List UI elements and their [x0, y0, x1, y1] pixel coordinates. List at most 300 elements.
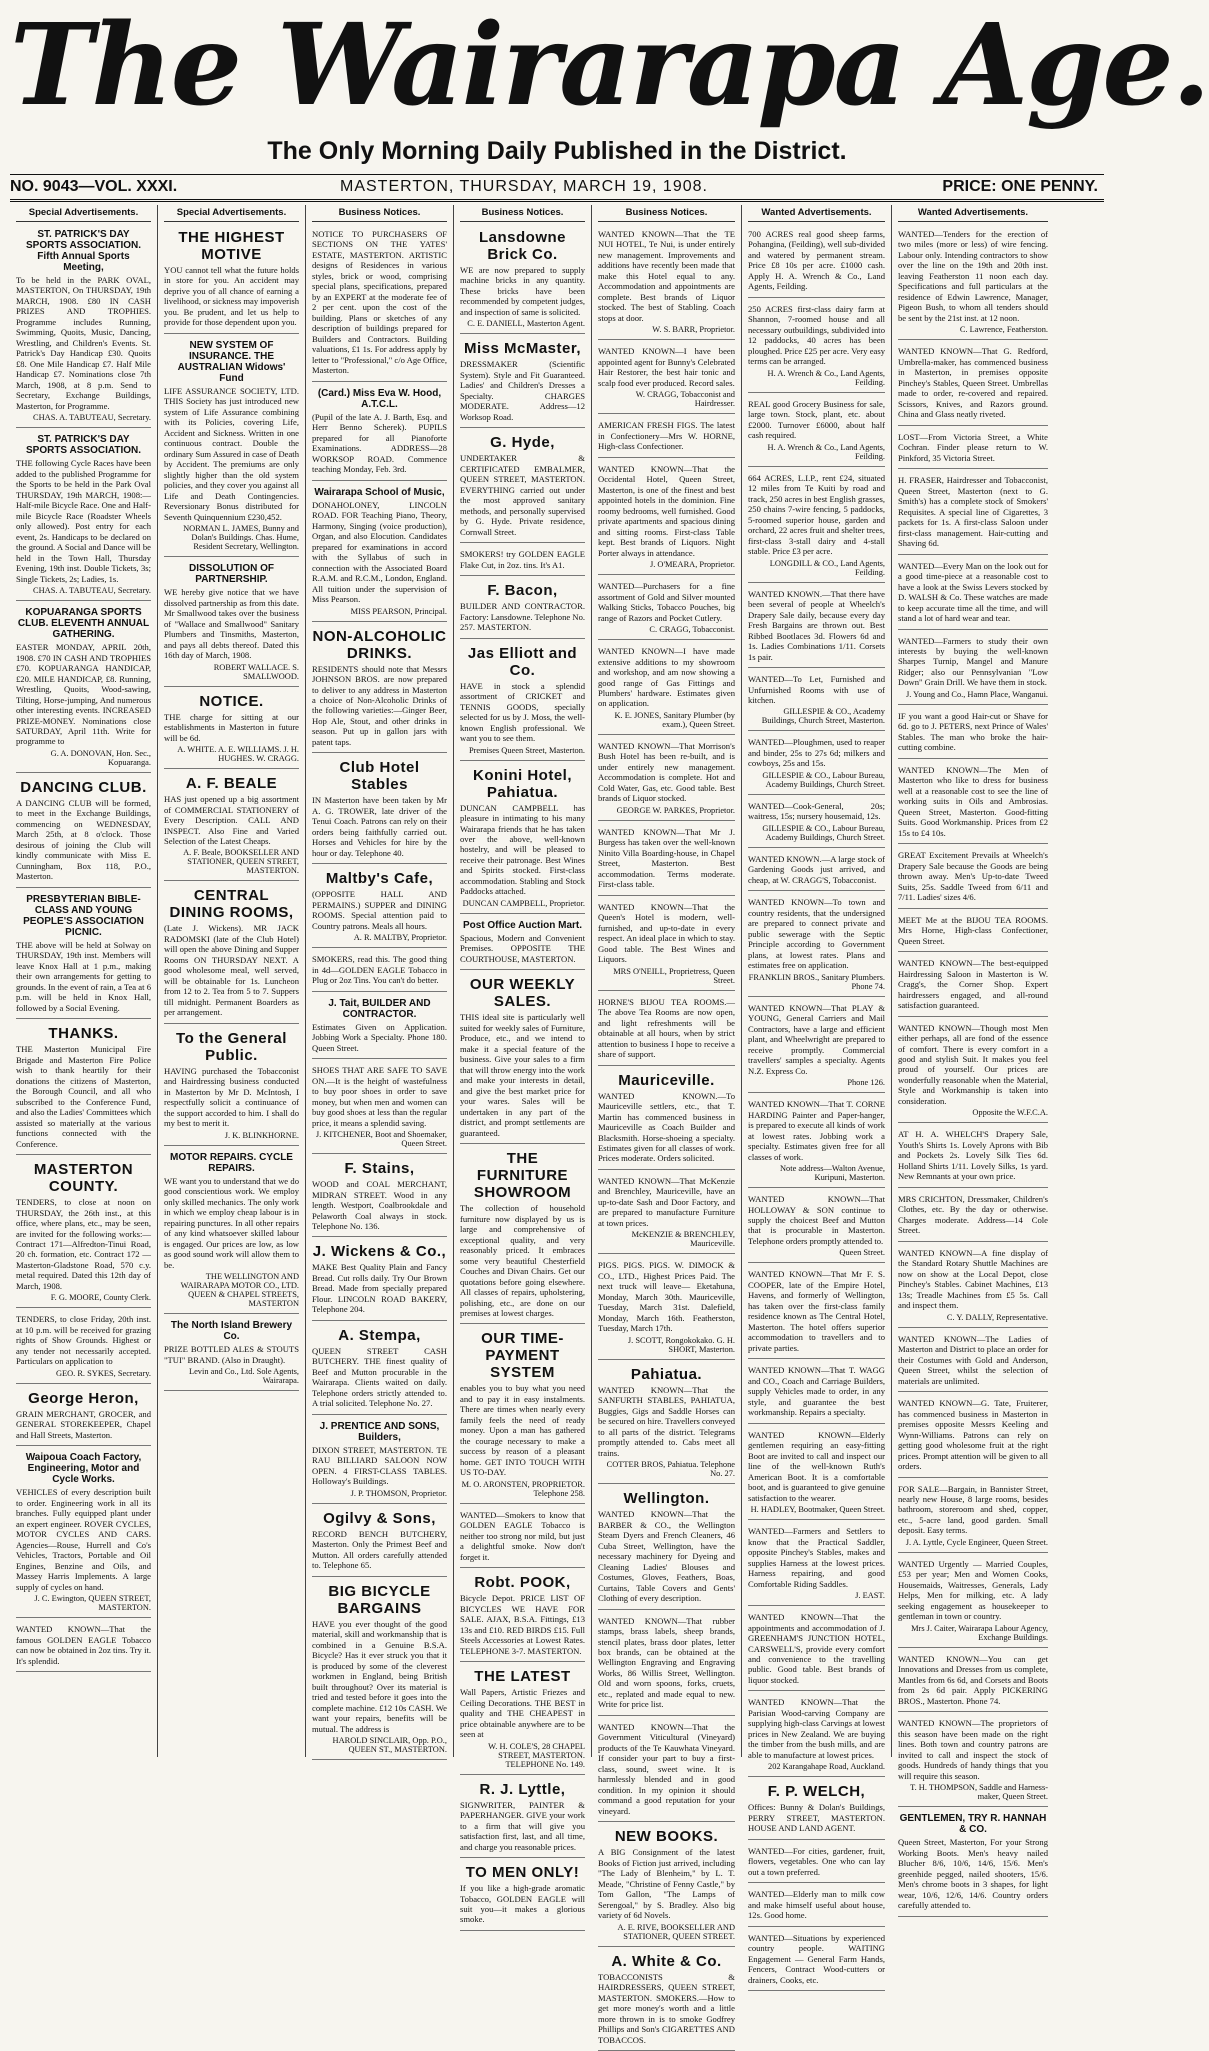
ad-title: Club Hotel Stables [339, 759, 420, 794]
ad-body: WANTED KNOWN—Elderly gentlemen requiring an easy-fitting Boot are invited to call and inspect our line of the well-known Ruth's American Boot. It is a comfortable boot, and is guaranteed to give genuine satisfaction to the wearer. [748, 1429, 885, 1503]
ad-body: WANTED KNOWN—That the Parisian Wood-carving Company are supplying high-class Carvings at lowest prices in New Zealand. We are buying the timber from the bush mills, and are able to manufacture at lowest prices. [748, 1697, 886, 1760]
advertisement [460, 579, 585, 638]
advertisement [898, 912, 1048, 952]
ad-body: WANTED—Cook-General, 20s; waitress, 15s; nursery housemaid, 12s. [748, 800, 885, 822]
ad-body: YOU cannot tell what the future holds in store for you. An accident may deprive you of all chance of earning a livelihood, or sickness may impoverish you. Be prudent, and let us help to provide for those dependent upon you. [164, 265, 299, 328]
ad-title: BIG BICYCLE BARGAINS [328, 1582, 431, 1617]
ad-body: RECORD BENCH BUTCHERY, Masterton. Only the Primest Beef and Mutton. All orders carefully attended to. Telephone 65. [312, 1528, 447, 1571]
ad-body: WANTED KNOWN—That T. WAGG and CO., Coach and Carriage Builders, supply Vehicles made to order, in any style, and guarantee the best workmanship. Repairs a specialty. [748, 1365, 885, 1418]
advertisement [164, 1149, 299, 1314]
ad-signature: A. R. MALTBY, Proprietor. [353, 933, 447, 943]
ad-body: WANTED—Tenders for the erection of two miles (more or less) of wire fencing. Labour only. Intending contractors to show over the line on the 19th and 20th inst. leaving Featherston 11 noon each day. Specifications and full particulars at the residence of Edwin Lawrence, Manager, Pigeon Bush, to whom all tenders should be sent by the 21st inst. at 12 noon. [898, 229, 1048, 323]
ad-body: A BIG Consignment of the latest Books of Fiction just arrived, including "The Lady of Blenheim," by L. T. Meade, "Christine of Fenny Castle," by Tom Gallon, "The Lamps of Serengoal," by S. Bradley. Also big variety of 6d Novels. [598, 1847, 735, 1921]
advertisement [598, 1173, 735, 1254]
ad-signature: Mrs J. Caiter, Wairarapa Labour Agency, Exchange Buildings. [911, 1623, 1048, 1642]
advertisement [460, 431, 585, 543]
ad-body: Wall Papers, Artistic Friezes and Ceiling Decorations. THE BEST in quality and THE CHEAPEST in price obtainable anywhere are to be seen at [460, 1687, 585, 1740]
ad-body: 250 ACRES first-class dairy farm at Shannon, 7-roomed house and all necessary outbuildings, subdivided into 12 paddocks, 40 acres has been ploughed. Price £25 per acre. Very easy terms can be arranged. [748, 303, 885, 367]
ad-body: WANTED KNOWN—I have been appointed agent for Bunny's Celebrated Hair Restorer, the best hair tonic and scalp food ever produced. Record sales. [598, 346, 735, 388]
advertisement [16, 776, 151, 888]
ad-title: OUR WEEKLY SALES. [469, 976, 576, 1011]
advertisement [16, 1022, 151, 1155]
advertisement [16, 1449, 151, 1618]
ad-title: PRESBYTERIAN BIBLE-CLASS AND YOUNG PEOPLE'S ASSOCIATION PICNIC. [23, 893, 144, 938]
advertisement [598, 994, 735, 1066]
ad-body: WANTED KNOWN—That G. Redford, Umbrella-maker, has commenced business in Masterton, in premises opposite Pinchey's Stables, Queen Street. Umbrellas made to order, re-covered and repaired. Scissors, Knives, and Razors ground. China and Glass neatly riveted. [898, 346, 1048, 420]
ad-title: OUR TIME-PAYMENT SYSTEM [481, 1330, 564, 1382]
advertisement [312, 995, 447, 1059]
ad-body: REAL good Grocery Business for sale, large town. Stock, plant, etc. about £2000. Turnover £6000, about half cash required. [748, 398, 885, 441]
ad-title: F. Stains, [344, 1160, 415, 1178]
advertisement [16, 1311, 151, 1383]
ad-signature: FRANKLIN BROS., Sanitary Plumbers. Phone 74. [748, 972, 885, 991]
ad-signature: M. O. ARONSTEN, PROPRIETOR. Telephone 258. [461, 1479, 585, 1498]
ad-body: WOOD and COAL MERCHANT, MIDRAN STREET. Wood in any length. Westport, Coalbrookdale and Pelaworth Coal always in stock. Telephone No. 136. [312, 1179, 447, 1231]
advertisement [164, 1027, 299, 1146]
ad-body: WANTED KNOWN—That the BARBER & CO., the Wellington Steam Dyers and French Cleaners, 46 Cuba Street, Wellington, have the necessary machinery for Dyeing and Cleaning Ladies' Blouses and Costumes, Gloves, Feathers, Boas, Curtains, Table Covers and Gents' Clothing of every description. [598, 1509, 735, 1604]
ad-title: NEW SYSTEM OF INSURANCE. THE AUSTRALIAN Widows' Fund [177, 339, 286, 384]
ad-title: THE FURNITURE SHOWROOM [473, 1150, 572, 1202]
ad-signature: Levin and Co., Ltd. Sole Agents, Wairarapa. [188, 1367, 299, 1386]
ad-body: VEHICLES of every description built to order. Engineering work in all its branches. Fully equipped plant under an expert engineer. ROVER CYCLES, MOTOR CYCLES AND CARS. Agencies—Rouse, Hurrell and Co's Vehicles, Tractors, Portable and Oil Engines, Benzine and Oils, and Massey Harris Implements. A large supply of cycles on hand. [16, 1487, 151, 1592]
ad-signature: J. SCOTT, Rongokokako. G. H. SHORT, Masterton. [627, 1335, 735, 1354]
advertisement [898, 762, 1048, 844]
advertisement [898, 1481, 1048, 1553]
advertisement [164, 772, 299, 881]
advertisement [598, 1719, 735, 1822]
advertisement [460, 1147, 585, 1324]
column-4 [454, 205, 592, 1925]
ad-title: Wellington. [623, 1490, 710, 1508]
advertisement [16, 1387, 151, 1446]
advertisement [460, 1327, 585, 1503]
ad-title: TO MEN ONLY! [465, 1864, 580, 1882]
advertisement [598, 343, 735, 414]
price: PRICE: ONE PENNY. [942, 178, 1098, 195]
advertisement [460, 337, 585, 428]
ad-title: Jas Elliott and Co. [467, 644, 578, 679]
ad-title: J. Wickens & Co., [312, 1243, 447, 1261]
ad-title: KOPUARANGA SPORTS CLUB. ELEVENTH ANNUAL GATHERING. [17, 607, 150, 641]
ad-body: DONAHOLONEY, LINCOLN ROAD. FOR Teaching Piano, Theory, Harmony, Singing (voice production), Organ, and also Elocution. Candidates prepared for examinations in accord with the Syllabus of such in connection with the Associated Board R.A.M. and R.C.M., London, England. All tuition under the supervision of Miss Pearson. [312, 499, 447, 605]
advertisement [312, 484, 447, 622]
ad-body: WANTED KNOWN—That McKenzie and Brenchley, Mauriceville, have an up-to-date Sash and Door Factory, and are prepared to manufacture Furniture at town prices. [598, 1175, 735, 1228]
ad-body: RESIDENTS should note that Messrs JOHNSON BROS. are now prepared to deliver to any address in Masterton a choice of Non-Alcoholic Drinks of the following varieties:—Ginger Beer, Hop Ale, Stout, and other drinks in season. Put up in gallon jars with patent taps. [312, 663, 447, 747]
ad-title: NON-ALCOHOLIC DRINKS. [312, 627, 447, 662]
ad-body: WE want you to understand that we do good conscientious work. We employ only skilled mechanics. The only work in which we employ cheap labour is in repairing punctures. In all other repairs of any kind whatsoever skilled labour is engaged. Our prices are low, as low as good sound work will allow them to be. [164, 1175, 299, 1270]
ad-signature: W. CRAGG, Tobacconist and Hairdresser. [635, 390, 735, 409]
ad-body: WANTED—Every Man on the look out for a good time-piece at a reasonable cost to have a look at the Swiss Levers stocked by D. WALSH & Co. These watches are made to keep accurate time all the time, and will stand a lot of hard wear and tear. [898, 560, 1048, 624]
ad-title: G. Hyde, [490, 434, 555, 452]
advertisement [164, 226, 299, 334]
advertisement [460, 642, 585, 761]
ad-title: (Card.) Miss Eva W. Hood, A.T.C.L. [317, 387, 442, 410]
column-header: Wanted Advertisements. [898, 205, 1048, 222]
ad-body: WANTED KNOWN.—That there have been several of people at Wheelch's Drapery Sale daily, because every day Fresh Bargains are thrown out. Best Ribbed Bootlaces 3d. Flowers 6d and 1s. Ladies Combinations 1/11. Corsets 1s pair. [748, 588, 885, 662]
advertisement [898, 1331, 1048, 1392]
advertisement [748, 734, 885, 794]
ad-signature: Opposite the W.F.C.A. [972, 1108, 1048, 1118]
advertisement [312, 1418, 447, 1504]
ad-body: WANTED KNOWN—That Mr F. S. COOPER, late of the Empire Hotel, Havens, and formerly of Wellington, has taken over the first-class family residence known as The Central Hotel, Masterton. The hotel offers superior accommodation to travellers and to private parties. [748, 1269, 885, 1353]
advertisement [460, 1665, 585, 1774]
advertisement [598, 1950, 735, 2051]
issue-number: NO. 9043—VOL. XXXI. [10, 178, 178, 195]
ad-body: SMOKERS! try GOLDEN EAGLE Flake Cut, in 2oz. tins. It's A1. [460, 549, 585, 570]
ad-title: THE HIGHEST MOTIVE [178, 229, 285, 263]
ad-body: TENDERS, to close Friday, 20th inst. at 10 p.m. will be received for grazing rights of Show Grounds. Highest or any tender not necessarily accepted. Particulars on application to [16, 1314, 151, 1367]
advertisement [598, 643, 735, 735]
ad-signature: C. CRAGG, Tobacconist. [649, 625, 735, 635]
ad-body: WANTED KNOWN—A fine display of the Standard Rotary Shuttle Machines are now on show at the Local Depot, close Pinchey's Stables. Cabinet Machines, £13 13s; Treadle Machines from £5 5s. Call and inspect them. [898, 1247, 1048, 1311]
ad-title: Wairarapa School of Music, [314, 486, 445, 498]
advertisement [748, 1886, 885, 1926]
advertisement [16, 604, 151, 773]
advertisement [748, 1191, 885, 1263]
ad-body: Estimates Given on Application. Jobbing Work a Specialty. Phone 180. Queen Street. [312, 1021, 447, 1053]
title-row [0, 0, 1209, 131]
ad-body: AT H. A. WHELCH'S Drapery Sale, Youth's Shirts 1s. Lovely Aprons with Bib and Pockets 2s. Lovely Silk Ties 6d. Holland Shirts 1/11. Lovely Silks, 1s yard. New Remnants at your own price. [898, 1129, 1048, 1182]
ad-signature: T. H. THOMPSON, Saddle and Harness-maker, Queen Street. [910, 1783, 1048, 1802]
advertisement [598, 1069, 735, 1170]
ad-title: Mauriceville. [618, 1071, 715, 1089]
advertisement [748, 1523, 885, 1606]
ad-body: NOTICE TO PURCHASERS OF SECTIONS ON THE YATES' ESTATE, MASTERTON. ARTISTIC designs of Residences in various styles, brick or wood, comprising special plans, specifications, prepared by an EXPERT at the moderate fee of 2 per cent. upon the cost of the building. Plans or sketches of any description of buildings prepared for Builders and Contractors. Building valuations, £1 1s. For address apply by letter to "Professional," c/o Age Office, Masterton. [312, 229, 448, 376]
ad-title: Lansdowne Brick Co. [478, 229, 566, 263]
ad-body: If you like a high-grade aromatic Tobacco, GOLDEN EAGLE will suit you—it makes a glorious smoke. [460, 1883, 585, 1925]
ad-signature: GILLESPIE & CO., Labour Bureau, Academy Buildings, Church Street. [762, 823, 885, 842]
advertisement [16, 1158, 151, 1308]
ad-body: WANTED KNOWN—You can get Innovations and Dresses from us complete, Mantles from 6s 6d, and Corsets and Boots from 2s 6d pair. Apply PICKERING BROS., Masterton. Phone 74. [898, 1653, 1048, 1706]
ad-body: 700 ACRES real good sheep farms, Pohangina, (Feilding), well sub-divided and watered by permanent stream. Price £8 10s per acre. £1000 cash. Apply H. A. Wrench & Co., Land Agents, Feilding. [748, 229, 885, 292]
ad-signature: 202 Karangahape Road, Auckland. [768, 1762, 885, 1772]
ad-title: ST. PATRICK'S DAY SPORTS ASSOCIATION. [25, 434, 141, 457]
ad-body: WANTED KNOWN—That the SANFURTH STABLES, PAHIATUA, Buggies, Gigs and Saddle Horses can be secured on hire. Travellers conveyed to all parts of the district. Telegrams promptly attended to. Cabs meet all trains. [598, 1384, 735, 1458]
advertisement [460, 973, 585, 1144]
ad-signature: J. Young and Co., Hamn Place, Wanganui. [906, 689, 1048, 699]
advertisement [898, 1245, 1048, 1328]
ad-body: HAVE in stock a splendid assortment of CRICKET and TENNIS GOODS, specially selected for us by J. Moss, the well-known English professional. We want you to see them. [460, 680, 585, 744]
ad-signature: HAROLD SINCLAIR, Opp. P.O., QUEEN ST., MASTERTON. [332, 1736, 447, 1755]
column-2 [158, 205, 306, 1757]
advertisement [898, 1191, 1048, 1242]
ad-body: WANTED—Farmers to study their own interests by buying the well-known Sharpes Turnip, Mangel and Manure Ridger; also our Pennsylvanian "Low Down" Grain Drill. We have them in stock. [898, 635, 1048, 688]
ad-body: DIXON STREET, MASTERTON. TE RAU BILLIARD SALOON NOW OPEN. 4 FIRST-CLASS TABLES. Holloway's Buildings. [312, 1444, 447, 1487]
ad-title: Miss McMaster, [463, 340, 582, 358]
ad-body: (Pupil of the late A. J. Barth, Esq. and Herr Benno Scherek). PUPILS prepared for all Pianoforte Examinations. ADDRESS—28 WORKSOP ROAD. Commence teaching Monday, Feb. 3rd. [312, 411, 447, 475]
ad-signature: H. A. Wrench & Co., Land Agents, Feilding. [767, 442, 885, 461]
advertisement [748, 470, 885, 583]
ad-signature: ROBERT WALLACE. S. SMALLWOOD. [213, 662, 299, 681]
advertisement [16, 226, 151, 428]
ad-body: WANTED KNOWN—That Morrison's Bush Hotel has been re-built, and is under entirely new management. Accommodation is complete. Hot and Cold Water, Gas, etc. Good table. Best brands of Liquor stocked. [598, 740, 735, 804]
ad-body: Queen Street, Masterton, For your Strong Working Boots. Men's heavy nailed Blucher 8/6, 10/6, 14/6, 15/6. Men's greenhide pegged, nailed shooters, 15/6. Men's chrome boots in 3 shapes, for light wear, 10/6, 12/6, 14/6. Country orders carefully attended to. [898, 1837, 1048, 1911]
advertisement [598, 1825, 735, 1946]
ad-title: J. PRENTICE AND SONS, Builders, [319, 1420, 440, 1443]
advertisement [748, 1609, 885, 1691]
ad-signature: Note address—Walton Avenue, Kuripuni, Masterton. [780, 1164, 885, 1183]
advertisement [898, 1651, 1048, 1712]
column-header: Wanted Advertisements. [748, 205, 885, 222]
advertisement [748, 1427, 885, 1520]
ad-signature: Queen Street. [839, 1248, 885, 1258]
ad-signature: C. Y. DALLY, Representative. [946, 1312, 1048, 1322]
ad-body: QUEEN STREET CASH BUTCHERY. THE finest quality of Beef and Mutton procurable in the Wairarapa. Clients waited on daily. Telephone orders strictly attended to. A trial solicited. Telephone No. 27. [312, 1345, 447, 1409]
ad-body: DRESSMAKER (Scientific System). Style and Fit Guaranteed. Ladies' and Children's Dresses a Specialty. CHARGES MODERATE. Address—12 Worksop Road. [460, 359, 585, 422]
ad-body: GREAT Excitement Prevails at Wheelch's Drapery Sale because the Goods are being thrown away. Men's Up-to-date Tweed Suits, 25s. Saddle Tweed from 6/11 and 7/11. Ladies' sizes 4/6. [898, 850, 1048, 903]
ad-body: A DANCING CLUB will be formed, to meet in the Exchange Buildings, commencing on WEDNESDAY, March 25th, at 8 o'clock. Those desirous of joining the Club will kindly communicate with Miss E. Cunningham, Box 118, P.O., Masterton. [16, 797, 151, 882]
ad-signature: K. E. JONES, Sanitary Plumber (by exam.), Queen Street. [614, 710, 735, 729]
ad-body: HAVING purchased the Tobacconist and Hairdressing business conducted in Masterton by Mr D. McIntosh, I respectfully solicit a continuance of the support accorded to him. I shall do my best to merit it. [164, 1065, 299, 1129]
advertisement [460, 917, 585, 970]
advertisement [164, 1317, 299, 1391]
advertisement [898, 1395, 1048, 1477]
ad-title: R. J. Lyttle, [479, 1780, 566, 1798]
advertisement [598, 899, 735, 991]
ad-signature: NORMAN L. JAMES, Bunny and Dolan's Buildings. Chas. Hume, Resident Secretary, Wellington. [183, 524, 299, 552]
advertisement [598, 417, 735, 457]
ad-body: WANTED KNOWN—That the Government Viticultural (Vineyard) products of the Te Kauwhata Vineyard. If consider your part to buy a first-class, sound, sweet wine. It is harmlessly blended and in good condition. In my opinion it should command a good reputation for your vineyard. [598, 1721, 735, 1816]
ad-signature: W. S. BARR, Proprietor. [652, 325, 735, 335]
ad-body: WANTED KNOWN—That the Occidental Hotel, Queen Street, Masterton, is one of the finest and best appointed hotels in the dominion. Fine roomy bedrooms, well furnished. Good private apartments and spacious dining and sitting rooms. First-class Table kept. Best brands of Liquors. Night Porter always in attendance. [598, 463, 735, 558]
advertisement [898, 429, 1048, 469]
advertisement [460, 1507, 585, 1568]
advertisement [898, 1126, 1048, 1187]
ad-title: F. Bacon, [487, 582, 558, 600]
ad-title: NOTICE. [199, 692, 264, 710]
ad-body: To be held in the PARK OVAL, MASTERTON, On THURSDAY, 19th MARCH, 1908. £80 IN CASH PRIZES AND TROPHIES. Programme includes Running, Swimming, Quoits, Music, Dancing, Wrestling, and Children's Events. St. Patrick's Day Handicap £30. Quoits £8. One Mile Handicap £7. Half Mile Handicap £7. Nominations close 7th March, 1908, at 8 p.m. Send to Secretary, Exchange Buildings, Masterton, for Programme. [16, 275, 151, 411]
ad-body: WANTED—Farmers and Settlers to know that the Practical Saddler, opposite Pinchey's Stables, makes and supplies Harness at the lowest prices. Harness repairing, and good Comfortable Riding Saddles. [748, 1526, 885, 1589]
advertisement [748, 396, 885, 467]
newspaper-subtitle: The Only Morning Daily Published in the District. [267, 137, 847, 165]
ad-signature: G. A. DONOVAN, Hon. Sec., Kopuaranga. [50, 748, 151, 767]
ad-signature: C. E. DANIELL, Masterton Agent. [467, 319, 585, 329]
ad-title: CENTRAL DINING ROOMS, [169, 887, 294, 922]
ad-body: SMOKERS, read this. The good thing in 4d—GOLDEN EAGLE Tobacco in Plug or 2oz Tins. You can't do better. [312, 954, 447, 986]
ad-body: WANTED KNOWN.—A large stock of Gardening Goods just arrived, and cheap, at W. CRAGG'S, Tobacconist. [748, 853, 885, 885]
advertisement [598, 1257, 735, 1359]
dateline-rule [10, 199, 1104, 202]
ad-title: Waipoua Coach Factory, Engineering, Motor and Cycle Works. [25, 1452, 142, 1486]
columns-area [10, 205, 1104, 2045]
ad-title: DANCING CLUB. [20, 778, 147, 796]
advertisement [748, 1780, 885, 1839]
ad-signature: H. HADLEY, Bootmaker, Queen Street. [750, 1505, 885, 1515]
ad-body: H. FRASER, Hairdresser and Tobacconist, Queen Street, Masterton (next to G. Smith's) has a complete stock of Smokers' Requisites. A special line of Cigarettes, 3 packets for 1s. A first-class Saloon under first-class management. Hair-cutting and Shaving 6d. [898, 475, 1048, 549]
ad-body: MEET Me at the BIJOU TEA ROOMS. Mrs Horne, High-class Confectioner, Queen Street. [898, 914, 1048, 946]
advertisement [460, 226, 585, 334]
advertisement [164, 337, 299, 557]
advertisement [312, 625, 447, 754]
ad-body: WANTED KNOWN—Though most Men either perhaps, all are fond of the essence of comfort. There is every comfort in a good and stylish Suit. It makes you feel proud of yourself. Our prices are wonderfully reasonable when the Material, Style and Workmanship is taken into consideration. [898, 1022, 1048, 1106]
advertisement [312, 385, 447, 481]
advertisement [312, 1324, 447, 1415]
column-3 [306, 205, 454, 1757]
ad-title: To the General Public. [176, 1029, 287, 1064]
ad-body: WANTED KNOWN—That the famous GOLDEN EAGLE Tobacco can now be obtained in 2oz tins. Try it. It's splendid. [16, 1624, 151, 1666]
advertisement [460, 1861, 585, 1931]
advertisement [898, 633, 1048, 705]
advertisement [598, 738, 735, 821]
ad-signature: MISS PEARSON, Principal. [350, 606, 447, 616]
advertisement [598, 1613, 735, 1716]
ad-body: WANTED KNOWN.—To Mauriceville settlers, etc., that T. Martin has commenced business in Mauriceville as Coach Builder and Blacksmith. Horse-shoeing a specialty. Estimates given for all classes of work. Prices moderate. Orders solicited. [598, 1090, 735, 1164]
column-1 [10, 205, 158, 1757]
ad-title: George Heron, [28, 1389, 139, 1407]
ad-title: A. White & Co. [611, 1952, 722, 1970]
masthead-rule [10, 174, 1104, 175]
column-header: Special Advertisements. [16, 205, 151, 222]
ad-body: IN Masterton have been taken by Mr A. G. TROWER, late driver of the Tenui Coach. Patrons can rely on their orders being faithfully carried out. Horses and Vehicles for hire by the hour or day. Telephone 40. [312, 795, 447, 858]
advertisement [748, 851, 885, 891]
ad-title: Robt. POOK, [474, 1574, 571, 1592]
advertisement [312, 226, 447, 382]
ad-signature: A. F. Beale, BOOKSELLER AND STATIONER, QUEEN STREET, MASTERTON. [183, 848, 299, 876]
ad-title: A. F. BEALE [185, 775, 278, 793]
advertisement [312, 1157, 447, 1237]
ad-signature: LONGDILL & CO., Land Agents, Feilding. [769, 558, 885, 577]
ad-body: LOST—From Victoria Street, a White Cochran. Finder please return to W. Pinkford, 35 Victoria Street. [898, 431, 1048, 463]
ad-title: GENTLEMEN, TRY R. HANNAH & CO. [899, 1813, 1047, 1836]
advertisement [898, 343, 1048, 425]
advertisement [312, 756, 447, 864]
ad-body: WANTED KNOWN—That the appointments and accommodation of J. GREENHAM'S JUNCTION HOTEL, CARSWELL'S, provide every comfort and convenience to the travelling public. Good table. Best brands of liquor stocked. [748, 1612, 885, 1685]
advertisement [748, 1843, 885, 1883]
ad-body: THE above will be held at Solway on THURSDAY, 19th inst. Members will leave Knox Hall at 1 p.m., making their own arrangements for getting to grounds. In the event of rain, a Tea at 6 p.m. will be held in Knox Hall, followed by a Social Evening. [16, 939, 151, 1013]
ad-title: DISSOLUTION OF PARTNERSHIP. [189, 563, 274, 586]
ad-body: SHOES THAT ARE SAFE TO SAVE ON.—It is the height of wastefulness to buy poor shoes in order to save money, but when men and women can buy good shoes at less than the regular price, it means a splendid saving. [312, 1065, 447, 1128]
ad-body: IF you want a good Hair-cut or Shave for 6d. go to J. PETERS, next Prince of Wales' Stables. The man who broke the hair-cutting combine. [898, 710, 1048, 753]
ad-body: WANTED KNOWN—That rubber stamps, brass labels, sheep brands, stencil plates, brass door plates, letter box brands, can be obtained at the Wellington Engraving and Engraving Works, 86 Willis Street, Wellington. Old and worn spoons, forks, cruets, etc., replated and made equal to new. Write for price list. [598, 1615, 735, 1710]
ad-signature: GILLESPIE & CO., Labour Bureau, Academy Buildings, Church Street. [762, 770, 885, 789]
ad-signature: GEO. R. SYKES, Secretary. [55, 1368, 151, 1378]
advertisement [598, 1487, 735, 1609]
ad-signature: Premises Queen Street, Masterton. [468, 745, 585, 755]
advertisement [598, 1363, 735, 1484]
ad-body: WANTED—For cities, gardener, fruit, flowers, vegetables. One who can lay out a town preferred. [748, 1845, 885, 1877]
ad-signature: A. E. RIVE, BOOKSELLER AND STATIONER, QUEEN STREET. [617, 1922, 735, 1941]
ad-signature: J. K. BLINKHORNE. [224, 1130, 299, 1140]
ad-body: WANTED KNOWN—The Men of Masterton who like to dress for business well at a reasonable cost to see the line of working suits in Oils and Ambrosias. Queen Street, Masterton. Good-fitting Suits. Good Workmanship. Prices from £2 15s to £4 10s. [898, 764, 1048, 838]
advertisement [748, 671, 885, 731]
ad-title: The North Island Brewery Co. [170, 1320, 293, 1343]
advertisement [748, 301, 885, 393]
ad-signature: A. WHITE. A. E. WILLIAMS. J. H. HUGHES. W. CRAGG. [177, 745, 299, 764]
ad-body: WANTED—Smokers to know that GOLDEN EAGLE Tobacco is neither too strong nor mild, but just a delightful smoke. Now don't forget it. [460, 1509, 585, 1562]
advertisement [898, 1556, 1048, 1648]
ad-signature: McKENZIE & BRENCHLEY, Mauriceville. [631, 1230, 735, 1249]
column-5 [592, 205, 742, 2045]
ad-body: WANTED Urgently — Married Couples, £53 per year; Men and Women Cooks, Housemaids, Waitresses, Generals, Lady Helps, Men for milking, etc. A lady seeking engagement as housekeeper to gentleman in town or country. [898, 1558, 1048, 1622]
advertisement [748, 226, 885, 298]
advertisement [898, 1810, 1048, 1916]
ad-body: MAKE Best Quality Plain and Fancy Bread. Cut rolls daily. Try Our Brown Bread. Made from specially prepared Flour. LINCOLN ROAD BAKERY, Telephone 204. [312, 1262, 447, 1315]
ad-body: AMERICAN FRESH FIGS. The latest in Confectionery—Mrs W. HORNE, High-class Confectioner. [598, 420, 735, 452]
advertisement [748, 1930, 885, 1991]
ad-signature: J. EAST. [855, 1591, 885, 1601]
ad-body: WANTED KNOWN—To town and country residents, that the undersigned are prepared to connect private and public sewerage with the Septic Principle according to Government plans, at lowest rates. Plans and estimates free on application. [748, 897, 885, 971]
column-header: Business Notices. [460, 205, 585, 222]
ad-signature: THE WELLINGTON AND WAIRARAPA MOTOR CO., LTD. QUEEN & CHAPEL STREETS, MASTERTON [180, 1272, 299, 1309]
ad-body: THE charge for sitting at our establishments in Masterton in future will be 6d. [164, 711, 299, 743]
dateline [10, 178, 1104, 200]
ad-body: PRIZE BOTTLED ALES & STOUTS "TUI" BRAND. (Also in Draught). [164, 1344, 299, 1365]
ad-body: WANTED KNOWN—That PLAY & YOUNG, General Carriers and Mail Contractors, have a large and efficient plant, and Wheelwright are prepared to receive promptly. Commercial travellers' samples a specialty. Agents N.Z. Express Co. [748, 1002, 885, 1076]
advertisement [748, 1694, 885, 1777]
advertisement [16, 891, 151, 1019]
advertisement [164, 690, 299, 769]
date-line: MASTERTON, THURSDAY, MARCH 19, 1908. [340, 178, 708, 195]
advertisement [460, 1778, 585, 1858]
advertisement [460, 546, 585, 576]
ad-title: Pahiatua. [630, 1365, 703, 1383]
ad-body: WE hereby give notice that we have dissolved partnership as from this date. Mr Smallwood takes over the business of "Wallace and Smallwood" Sanitary Plumbers and Tinsmiths, Masterton, and pays all debts thereof. Dated this 16th day of March, 1908. [164, 587, 299, 661]
advertisement [748, 1000, 885, 1093]
ad-body: WANTED KNOWN—The proprietors of this season have been made on the right lines. Both town and country patrons are invited to call and inspect the stock of goods. Hundreds of handy things that you will require this season. [898, 1718, 1048, 1781]
ad-body: THIS ideal site is particularly well suited for weekly sales of Furniture, Produce, etc., and we intend to make it a special feature of the business. Give your sales to a firm that will throw energy into the work and make your interests in detail, and give the best market price for your wares. Sales will be undertaken in any part of the district, and prompt settlements are guaranteed. [460, 1012, 585, 1138]
ad-signature: J. P. THOMSON, Proprietor. [350, 1488, 447, 1498]
advertisement [164, 560, 299, 686]
advertisement [312, 1062, 447, 1154]
ad-signature: Phone 126. [847, 1078, 885, 1088]
ad-body: HAVE you ever thought of the good material, skill and workmanship that is combined in a Genuine B.S.A. Bicycle? Has it ever struck you that it is produced by some of the cleverest workmen in England, being British built throughout? Over its material is tried and tested before it goes into the complete machine. £12 10s CASH. We want your repairs, benefits will be mutual. The address is [312, 1618, 447, 1734]
advertisement [164, 884, 299, 1023]
ad-body: TENDERS, to close at noon on THURSDAY, the 26th inst., at this office, where plans, etc., may be seen, are invited for the following works:— Contract 171—Alfredton-Tinui Road, 20 ch. formation, etc. Contract 172 — Masterton-Gladstone Road, 570 c.y. metal required. Dated this 12th day of March, 1908. [16, 1197, 151, 1291]
ad-body: The collection of household furniture now displayed by us is large and comprehensive of exceptional quality, and very reasonably priced. It embraces some very beautiful Chesterfield Couches and Divan Chairs. Get our quotations before going elsewhere. All classes of repairs, upholstering, polishing, etc., are done on our premises at lowest charges. [460, 1203, 585, 1318]
advertisement [748, 894, 885, 996]
ad-body: TOBACCONISTS & HAIRDRESSERS, QUEEN STREET, MASTERTON. SMOKERS.—How to get more money's worth and a little more thrown in is to smoke Godfrey Phillips and Son's CIGARETTES AND TOBACCOS. [598, 1971, 735, 2045]
ad-body: WANTED—Purchasers for a fine assortment of Gold and Silver mounted Walking Sticks, Tobacco Pouches, big range of Razors and Pocket Cutlery. [598, 581, 735, 623]
ad-signature: J. A. Lyttle, Cycle Engineer, Queen Street. [905, 1537, 1048, 1547]
ad-signature: GILLESPIE & CO., Academy Buildings, Church Street, Masterton. [761, 707, 885, 726]
ad-body: WANTED KNOWN—That the Queen's Hotel is modern, well-furnished, and up-to-date in every respect. An ideal place in which to stay. Good table. The Best Wines and Liquors. [598, 901, 735, 965]
advertisement [748, 1362, 885, 1423]
ad-signature: J. O'MEARA, Proprietor. [649, 560, 735, 570]
ad-body: SIGNWRITER, PAINTER & PAPERHANGER. GIVE your work to a firm that will give you satisfaction first, last, and all time, and charge you reasonable prices. [460, 1799, 585, 1852]
ad-body: Offices: Bunny & Dolan's Buildings, PERRY STREET, MASTERTON. HOUSE AND LAND AGENT. [748, 1802, 885, 1834]
ad-body: WE are now prepared to supply machine bricks in any quantity. These bricks have been recommended by competent judges, and inspection of same is solicited. [460, 265, 585, 317]
advertisement [598, 461, 735, 575]
ad-signature: C. Lawrence, Featherston. [959, 325, 1048, 335]
ad-signature: F. G. MOORE, County Clerk. [50, 1293, 151, 1303]
ad-body: GRAIN MERCHANT, GROCER, and GENERAL STOREKEEPER, Chapel and Hall Streets, Masterton. [16, 1408, 151, 1440]
ad-title: Ogilvy & Sons, [323, 1509, 436, 1527]
advertisement [898, 558, 1048, 630]
ad-body: WANTED—Ploughmen, used to reaper and binder, 25s to 27s 6d; milkers and cowboys, 25s and 15s. [748, 737, 885, 769]
ad-body: WANTED KNOWN—That Mr J. Burgess has taken over the well-known Ninito Villa Boarding-house, in Chapel Street, Masterton. Best accommodation. Terms moderate. First-class table. [598, 826, 735, 890]
advertisement [598, 226, 735, 340]
advertisement [312, 1580, 447, 1760]
ad-title: A. Stempa, [338, 1326, 421, 1344]
ad-signature: J. KITCHENER, Boot and Shoemaker, Queen Street. [315, 1130, 447, 1149]
advertisement [312, 1507, 447, 1577]
ad-signature: COTTER BROS, Pahiatua. Telephone No. 27. [606, 1460, 735, 1479]
advertisement [898, 847, 1048, 908]
ad-body: PIGS. PIGS. PIGS. W. DIMOCK & CO., LTD., Highest Prices Paid. The next truck will leave— Eketahuna, Monday, March 30th. Mauriceville, Tuesday, March 31st. Dalefield, Monday, March 16th. Featherston, Tuesday, March 17th. [598, 1260, 735, 1334]
advertisement [898, 226, 1048, 340]
ad-title: MASTERTON COUNTY. [33, 1161, 134, 1196]
advertisement [460, 764, 585, 914]
column-7 [892, 205, 1054, 1911]
ad-body: WANTED KNOWN—I have made extensive additions to my showroom and workshop, and am now showing a good range of Gas Fittings and Plumbers' hardware. Estimates given on application. [598, 646, 735, 709]
ad-signature: DUNCAN CAMPBELL, Proprietor. [462, 898, 585, 908]
ad-signature: GEORGE W. PARKES, Proprietor. [616, 805, 735, 815]
ad-title: NEW BOOKS. [614, 1828, 719, 1846]
ad-body: WANTED KNOWN—That the TE NUI HOTEL, Te Nui, is under entirely new management. Improvements and additions have recently been made that make this Hotel equal to any. Accommodation and appointments are complete. Best brands of Liquor stocked. The best of Stabling. Coach stops at door. [598, 229, 735, 323]
masthead [0, 0, 1209, 195]
advertisement [898, 472, 1048, 554]
ad-body: DUNCAN CAMPBELL has pleasure in intimating to his many Wairarapa friends that he has taken over the above, well-known hostelry, and will be pleased to receive their patronage. Best Wines and Spirits stocked. First-class accommodation. Stabling and Stock Paddocks attached. [460, 802, 585, 897]
